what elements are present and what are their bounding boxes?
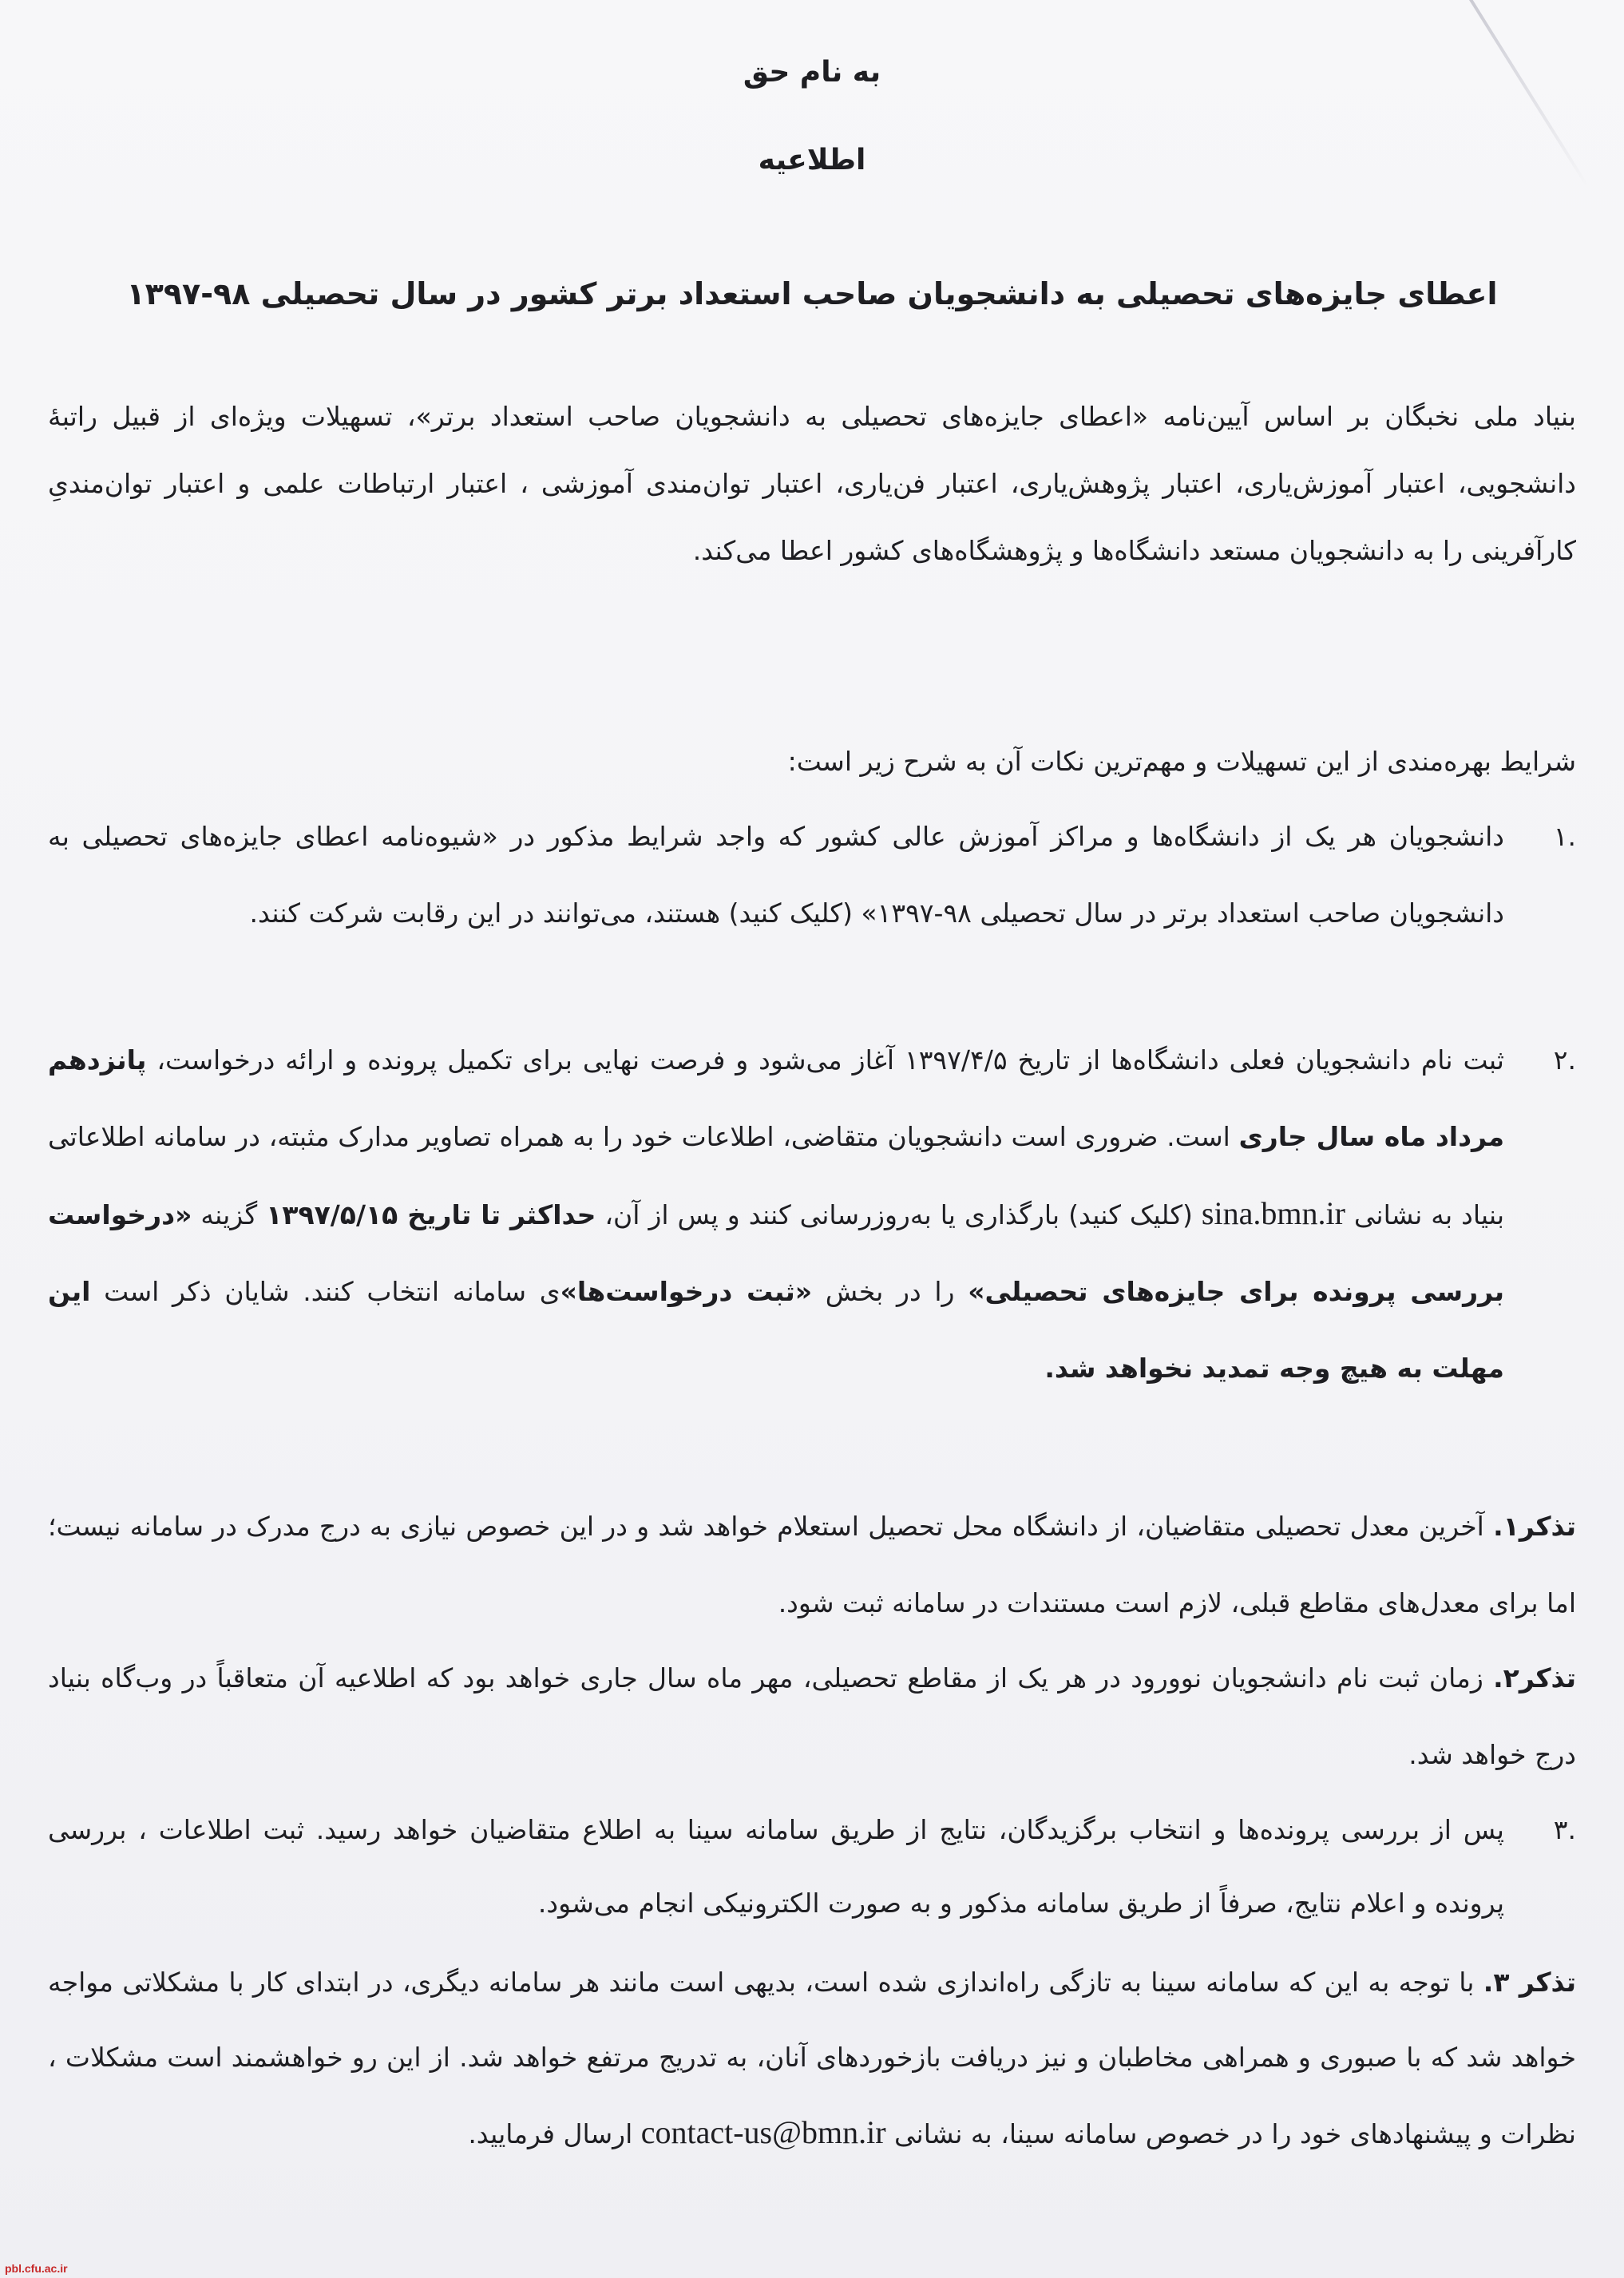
- note-text: زمان ثبت نام دانشجویان نوورود در هر یک از مقاطع تحصیلی، مهر ماه سال جاری خواهد بود که اطلاعیه آن متعاقباً در وب‌گاه بنیاد درج خواهد شد.: [48, 1662, 1576, 1770]
- note-label: تذکر۱.: [1493, 1511, 1576, 1542]
- notice-heading: اطلاعیه: [758, 144, 866, 176]
- note-3: [48, 1945, 1576, 2172]
- list-item-1: [48, 798, 1576, 952]
- note-text: با توجه به این که سامانه سینا به تازگی راه‌اندازی شده است، بدیهی است مانند هر سامانه دیگری، در ابتدای کار با مشکلاتی مواجه خواهد شد که با صبوری و همراهی مخاطبان و نیز دریافت بازخوردهای آنان، به تدریج مرتفع خواهد شد. از این رو خواهشمند است مشکلات ، نظرات و پیشنهادهای خود را در خصوص سامانه سینا، به نشانی: [48, 1967, 1576, 2149]
- no-extension-bold: این مهلت به هیچ وجه تمدید نخواهد شد.: [48, 1276, 1504, 1384]
- document-title: اعطای جایزه‌های تحصیلی به دانشجویان صاحب استعداد برتر کشور در سال تحصیلی ۹۸-۱۳۹۷: [126, 276, 1498, 311]
- list-item-number: .۲: [1553, 1044, 1576, 1076]
- site-watermark-logo: pbl.cfu.ac.ir: [5, 2262, 68, 2275]
- note-tail: ارسال فرمایید.: [468, 2118, 641, 2149]
- list-item-2: [48, 1022, 1576, 1407]
- option-name-bold: «درخواست بررسی پرونده برای جایزه‌های تحصیلی»: [48, 1199, 1504, 1307]
- list-item-text: [48, 1022, 1504, 1407]
- conditions-intro: شرایط بهره‌مندی از این تسهیلات و مهم‌ترین نکات آن به شرح زیر است:: [787, 746, 1576, 777]
- list-item-number: .۳: [1553, 1814, 1576, 1845]
- note-1: [48, 1488, 1576, 1642]
- item2-part5: را در بخش: [812, 1276, 968, 1307]
- item2-part3: (کلیک کنید) بارگذاری یا به‌روزرسانی کنند و پس از آن،: [596, 1199, 1202, 1230]
- item2-part1: ثبت نام دانشجویان فعلی دانشگاه‌ها از تاریخ ۱۳۹۷/۴/۵ آغاز می‌شود و فرصت نهایی برای تکمیل پرونده و ارائه درخواست،: [146, 1044, 1504, 1076]
- intro-paragraph: بنیاد ملی نخبگان بر اساس آیین‌نامه «اعطای جایزه‌های تحصیلی به دانشجویان صاحب استعداد برتر»، تسهیلات ویژه‌ای از قبیل راتبهٔ دانشجویی، اعتبار آموزش‌یاری، اعتبار پژوهش‌یاری، اعتبار فن‌یاری، اعتبار توان‌مندی آموزشی ، اعتبار ارتباطات علمی و اعتبار توان‌مندیِ کارآفرینی را به دانشجویان مستعد دانشگاه‌ها و پژوهشگاه‌های کشور اعطا می‌کند.: [48, 401, 1576, 566]
- deadline-bold: پانزدهم مرداد ماه سال جاری: [48, 1044, 1504, 1152]
- list-item-3: [48, 1793, 1576, 1940]
- note-label: تذکر۲.: [1493, 1662, 1576, 1694]
- section-name-bold: «ثبت درخواست‌ها»: [560, 1276, 813, 1307]
- item2-part6: ی سامانه انتخاب کنند. شایان ذکر است: [90, 1276, 560, 1307]
- basmala-heading: به نام حق: [743, 56, 881, 89]
- note-2: [48, 1640, 1576, 1793]
- list-item-text: دانشجویان هر یک از دانشگاه‌ها و مراکز آموزش عالی کشور که واجد شرایط مذکور در «شیوه‌نامه اعطای جایزه‌های تحصیلی به دانشجویان صاحب استعداد برتر در سال تحصیلی ۹۸-۱۳۹۷» (کلیک کنید) هستند، می‌توانند در این رقابت شرکت کنند.: [48, 821, 1504, 929]
- note-label: تذکر ۳.: [1483, 1967, 1576, 1998]
- item2-part2: است. ضروری است دانشجویان متقاضی، اطلاعات خود را به همراه تصاویر مدارک مثبته، در سامانه اطلاعاتی بنیاد به نشانی: [48, 1121, 1505, 1230]
- note-text: آخرین معدل تحصیلی متقاضیان، از دانشگاه محل تحصیل استعلام خواهد شد و در این خصوص نیازی به درج مدرک در سامانه نیست؛ اما برای معدل‌های مقاطع قبلی، لازم است مستندات در سامانه ثبت شود.: [48, 1511, 1576, 1618]
- deadline-date-bold: حداکثر تا تاریخ ۱۳۹۷/۵/۱۵: [266, 1199, 596, 1230]
- contact-email-link[interactable]: contact-us@bmn.ir: [640, 2114, 886, 2150]
- list-item-text: پس از بررسی پرونده‌ها و انتخاب برگزیدگان، نتایج از طریق سامانه سینا به اطلاع متقاضیان خواهد رسید. ثبت اطلاعات ، بررسی پرونده و اعلام نتایج، صرفاً از طریق سامانه مذکور و به صورت الکترونیکی انجام می‌شود.: [48, 1814, 1504, 1919]
- sina-site-link[interactable]: sina.bmn.ir: [1201, 1195, 1345, 1231]
- list-item-number: .۱: [1553, 821, 1576, 852]
- item2-part4: گزینه: [192, 1199, 267, 1230]
